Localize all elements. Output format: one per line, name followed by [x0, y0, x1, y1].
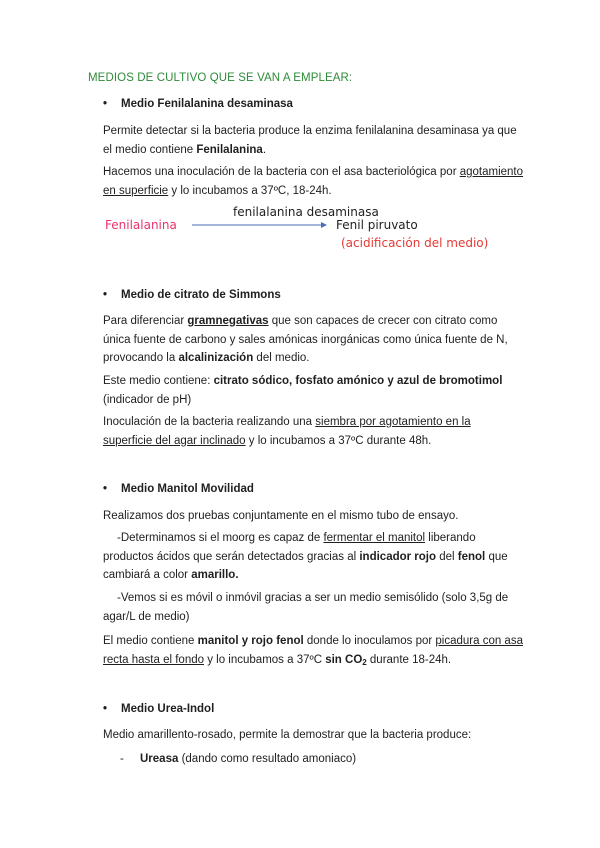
note-label: (acidificación del medio): [341, 236, 489, 250]
text: (indicador de pH): [103, 393, 192, 406]
bold-text: citrato sódico, fosfato amónico y azul de bromotimol: [213, 375, 503, 387]
bullet-title: Medio Fenilalanina desaminasa: [121, 98, 293, 110]
dash-list-item: [120, 753, 356, 765]
text: Hacemos una inoculación de la bacteria con el asa bacteriológica por: [103, 166, 460, 178]
paragraph: [103, 589, 523, 626]
underlined-text: siembra por agotamiento en la superficie del agar inclinado: [103, 416, 471, 447]
bullet-urea-indol: [103, 703, 214, 715]
bold-text: sin CO: [325, 653, 363, 666]
text: .: [262, 143, 267, 156]
product-label: Fenil piruvato: [336, 218, 418, 232]
text: Permite detectar si la bacteria produce la enzima fenilalanina desaminasa ya que el medio contiene: [103, 125, 517, 156]
paragraph: [103, 529, 523, 585]
text: durante 18-24h.: [366, 653, 452, 666]
text: Realizamos dos pruebas conjuntamente en el mismo tubo de ensayo.: [103, 510, 459, 522]
bullet-citrato: [103, 289, 281, 301]
bullet-title: Medio Manitol Movilidad: [121, 483, 254, 495]
reaction-diagram: [105, 205, 505, 255]
text: del medio.: [253, 352, 310, 364]
dash-marker: -: [120, 753, 124, 765]
paragraph: [103, 122, 523, 159]
text: El medio contiene: [103, 635, 198, 647]
text: (dando como resultado amoniaco): [178, 753, 357, 765]
text: del: [436, 550, 458, 563]
text: Medio amarillento-rosado, permite la demostrar que la bacteria produce:: [103, 729, 472, 741]
text: donde lo inoculamos por: [303, 635, 436, 647]
text: Este medio contiene:: [103, 375, 214, 387]
underlined-text: agotamiento en superficie: [103, 166, 524, 197]
bullet-title: Medio de citrato de Simmons: [121, 289, 281, 301]
bullet-dot: •: [103, 289, 108, 301]
paragraph: [103, 413, 523, 450]
underlined-text: picadura con asa recta hasta el fondo: [103, 635, 523, 666]
paragraph: [103, 726, 523, 745]
text: Inoculación de la bacteria realizando una: [103, 416, 316, 428]
bold-text: amarillo.: [191, 569, 239, 581]
text: y lo incubamos a 37ºC durante 48h.: [245, 434, 432, 447]
paragraph: [103, 163, 523, 200]
text: que son capaces de crecer con citrato como única fuente de carbono y sales amónicas inorgánicas como única fuente de N, provocando la: [103, 315, 508, 364]
bullet-dot: •: [103, 98, 108, 110]
text: -Vemos si es móvil o inmóvil gracias a ser un medio semisólido (solo 3,5g de agar/L de medio): [103, 592, 509, 623]
bullet-manitol: [103, 483, 254, 495]
text: liberando productos ácidos que serán detectados gracias al: [103, 532, 476, 563]
section-heading: MEDIOS DE CULTIVO QUE SE VAN A EMPLEAR:: [88, 72, 353, 84]
paragraph: [103, 312, 523, 368]
bold-text: Fenilalanina: [196, 143, 263, 156]
bullet-dot: •: [103, 703, 108, 715]
bold-text: Ureasa: [140, 753, 179, 765]
paragraph: [103, 632, 523, 672]
bold-text: alcalinización: [178, 352, 254, 364]
bold-text: indicador rojo: [359, 550, 437, 563]
substrate-label: Fenilalanina: [105, 218, 177, 232]
enzyme-label: fenilalanina desaminasa: [233, 205, 379, 219]
bullet-dot: •: [103, 483, 108, 495]
bullet-fenilalanina: [103, 98, 293, 110]
bold-text: fenol: [457, 550, 486, 563]
text: que cambiará a color: [103, 550, 508, 581]
paragraph: [103, 507, 523, 526]
bold-text: manitol y rojo fenol: [197, 635, 304, 647]
text: -Determinamos si el moorg es capaz de: [117, 532, 324, 544]
paragraph: [103, 372, 523, 409]
subscript: 2: [362, 657, 367, 667]
underlined-text: fermentar el manitol: [323, 532, 426, 544]
text: y lo incubamos a 37ºC: [204, 653, 326, 666]
bullet-title: Medio Urea-Indol: [121, 703, 215, 715]
text: y lo incubamos a 37ºC, 18-24h.: [168, 184, 332, 197]
text: Para diferenciar: [103, 315, 188, 327]
bold-underlined-text: gramnegativas: [187, 315, 269, 327]
